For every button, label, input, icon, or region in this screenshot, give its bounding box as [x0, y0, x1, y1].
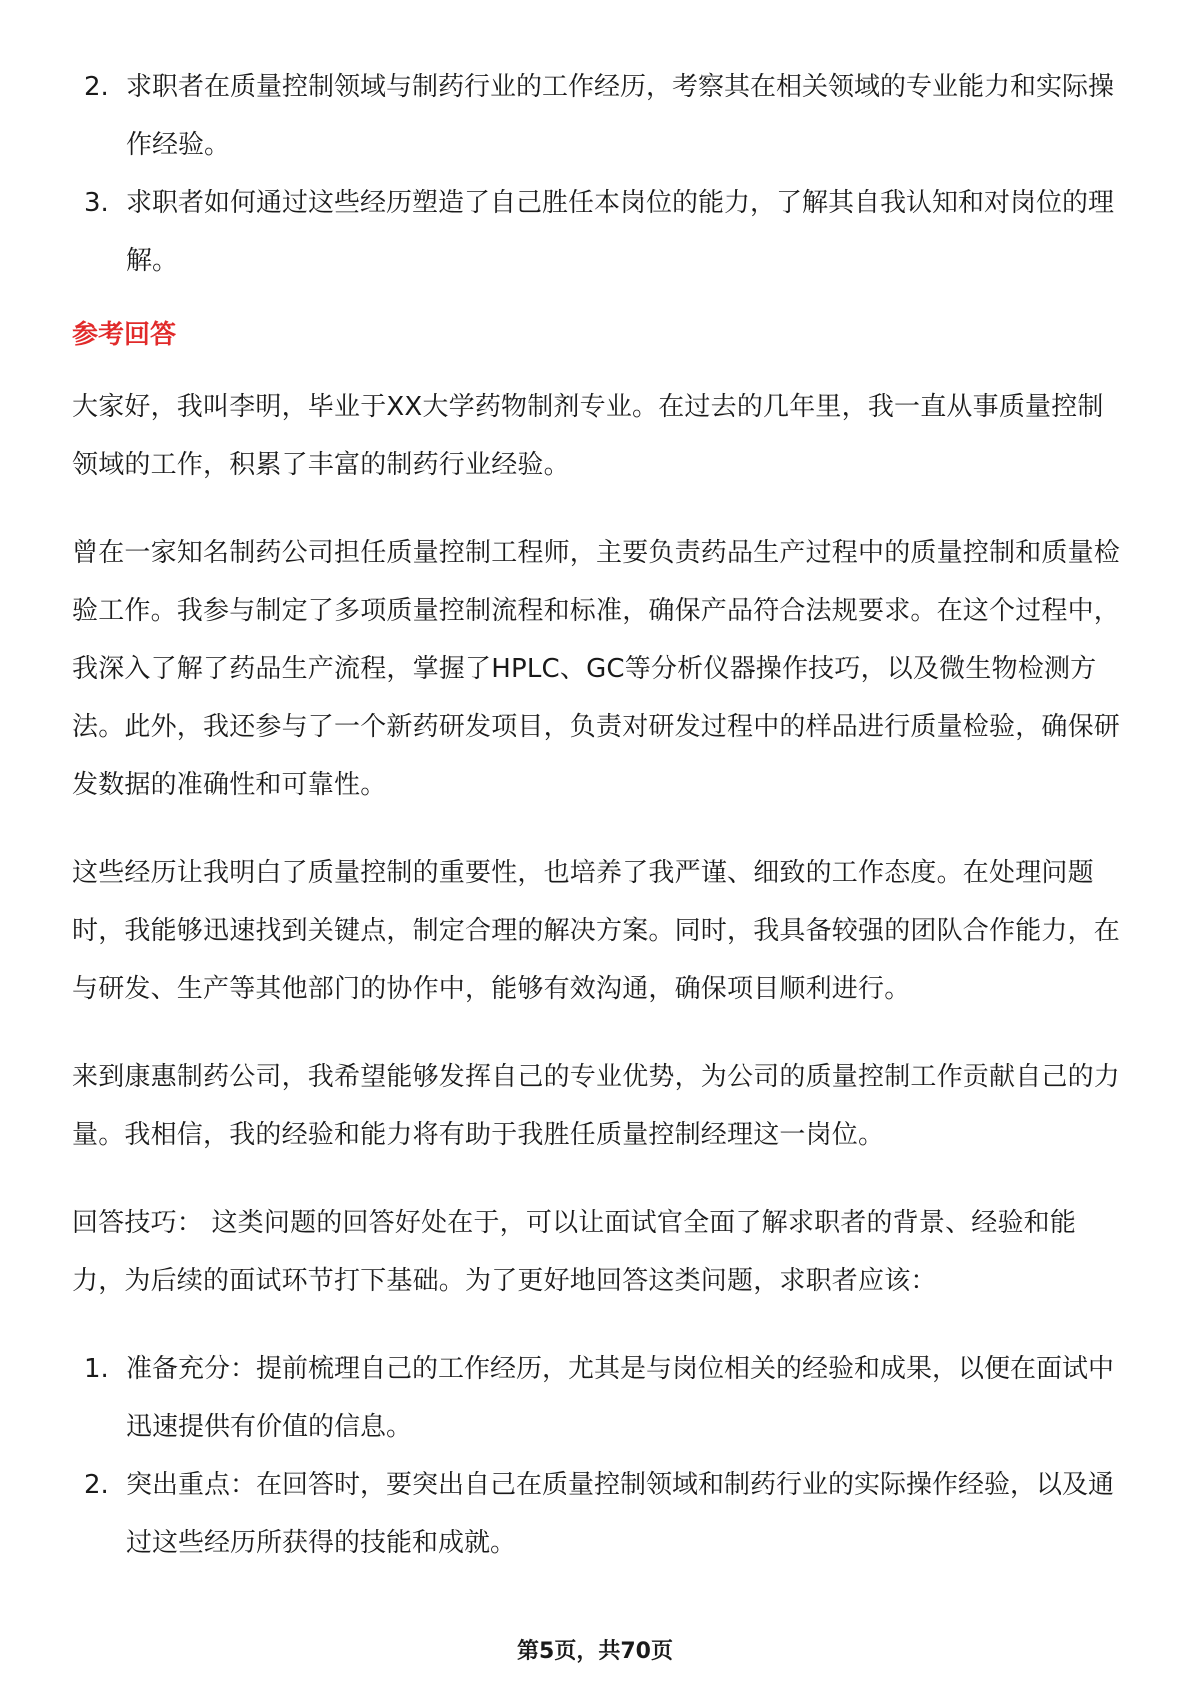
list-text: 求职者如何通过这些经历塑造了自己胜任本岗位的能力，了解其自我认知和对岗位的理解。	[126, 188, 1115, 276]
list-item	[72, 1340, 1122, 1456]
paragraph-gap	[72, 1164, 1122, 1194]
answer-paragraph-qualities: 这些经历让我明白了质量控制的重要性，也培养了我严谨、细致的工作态度。在处理问题时，我能够迅速找到关键点，制定合理的解决方案。同时，我具备较强的团队合作能力，在与研发、生产等其他部门的协作中，能够有效沟通，确保项目顺利进行。	[72, 858, 1121, 1004]
list-text: 求职者在质量控制领域与制药行业的工作经历，考察其在相关领域的专业能力和实际操作经验。	[126, 72, 1115, 160]
question-points-list	[72, 58, 1122, 290]
answer-paragraph-experience: 曾在一家知名制药公司担任质量控制工程师，主要负责药品生产过程中的质量控制和质量检验工作。我参与制定了多项质量控制流程和标准，确保产品符合法规要求。在这个过程中，我深入了解了药品生产流程，掌握了HPLC、GC等分析仪器操作技巧，以及微生物检测方法。此外，我还参与了一个新药研发项目，负责对研发过程中的样品进行质量检验，确保研发数据的准确性和可靠性。	[72, 538, 1121, 800]
paragraph-gap	[72, 1310, 1122, 1340]
reference-answer-heading: 参考回答	[72, 320, 177, 350]
list-number: 2.	[84, 72, 109, 102]
paragraph-gap	[72, 1018, 1122, 1048]
answer-paragraph-intro: 大家好，我叫李明，毕业于XX大学药物制剂专业。在过去的几年里，我一直从事质量控制领域的工作，积累了丰富的制药行业经验。	[72, 392, 1104, 480]
paragraph-gap	[72, 814, 1122, 844]
list-item	[72, 1456, 1122, 1572]
list-text: 准备充分：提前梳理自己的工作经历，尤其是与岗位相关的经验和成果，以便在面试中迅速提供有价值的信息。	[126, 1354, 1115, 1442]
paragraph-gap	[72, 494, 1122, 524]
list-item	[72, 58, 1122, 174]
page-content	[72, 58, 1122, 1572]
answer-tips-paragraph: 回答技巧： 这类问题的回答好处在于，可以让面试官全面了解求职者的背景、经验和能力，为后续的面试环节打下基础。为了更好地回答这类问题，求职者应该：	[72, 1208, 1077, 1296]
list-number: 3.	[84, 188, 109, 218]
list-text: 突出重点：在回答时，要突出自己在质量控制领域和制药行业的实际操作经验，以及通过这些经历所获得的技能和成就。	[126, 1470, 1115, 1558]
list-item	[72, 174, 1122, 290]
tips-list	[72, 1340, 1122, 1572]
list-number: 2.	[84, 1470, 109, 1500]
answer-paragraph-motivation: 来到康惠制药公司，我希望能够发挥自己的专业优势，为公司的质量控制工作贡献自己的力量。我相信，我的经验和能力将有助于我胜任质量控制经理这一岗位。	[72, 1062, 1121, 1150]
list-number: 1.	[84, 1354, 109, 1384]
page-number-footer: 第5页，共70页	[517, 1639, 673, 1664]
